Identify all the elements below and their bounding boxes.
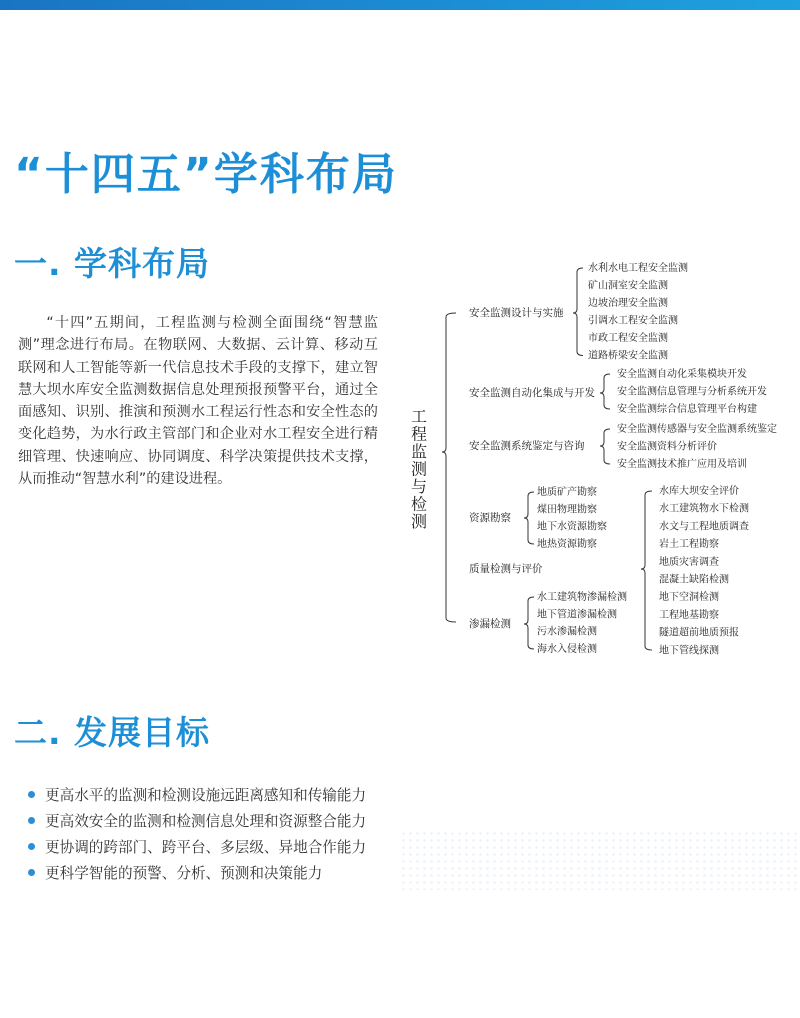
leaf-label: 水工建筑物渗漏检测 (537, 592, 627, 603)
leaf-label: 海水入侵检测 (537, 643, 597, 655)
leaf-label: 地下管线探测 (659, 645, 719, 657)
decorative-dot-pattern (400, 830, 800, 890)
branch-label: 安全监测系统鉴定与咨询 (469, 440, 585, 452)
branch-label: 安全监测设计与实施 (469, 307, 564, 319)
leaf-label: 市政工程安全监测 (588, 333, 668, 344)
goals-list (28, 781, 366, 885)
branch-brace (600, 374, 610, 409)
section-heading-goals: 二. 发展目标 (14, 713, 211, 752)
top-accent-bar (0, 0, 800, 10)
branch-label: 资源勘察 (469, 512, 511, 524)
leaf-label: 安全监测资料分析评价 (617, 441, 717, 453)
leaf-label: 水库大坝安全评价 (659, 486, 739, 497)
goal-text: 更高效安全的监测和检测信息处理和资源整合能力 (45, 812, 367, 830)
goal-item (28, 833, 366, 859)
leaf-label: 煤田物理勘察 (537, 504, 597, 516)
branch-brace (573, 268, 583, 356)
leaf-label: 安全监测技术推广应用及培训 (617, 459, 747, 470)
mind-map-root-label: 工程监测与检测 (410, 407, 428, 531)
leaf-label: 安全监测传感器与安全监测系统鉴定 (617, 424, 777, 435)
leaf-label: 地下空洞检测 (659, 592, 719, 604)
leaf-label: 工程地基勘察 (659, 609, 719, 621)
bullet-icon (28, 843, 35, 850)
leaf-label: 地质矿产勘察 (537, 487, 597, 498)
goal-text: 更科学智能的预警、分析、预测和决策能力 (45, 864, 323, 882)
leaf-label: 矿山洞室安全监测 (588, 280, 668, 292)
leaf-label: 混凝土缺陷检测 (659, 574, 729, 586)
leaf-label: 道路桥梁安全监测 (588, 350, 668, 362)
branch-brace (524, 597, 534, 649)
leaf-label: 污水渗漏检测 (537, 626, 597, 638)
leaf-label: 边坡治理安全监测 (588, 298, 668, 309)
leaf-label: 岩土工程勘察 (659, 539, 719, 551)
leaf-label: 水利水电工程安全监测 (588, 263, 688, 274)
page-title: “十四五”学科布局 (14, 149, 398, 200)
goal-item (28, 781, 366, 807)
branch-label: 安全监测自动化集成与开发 (469, 387, 595, 399)
goal-text: 更高水平的监测和检测设施远距离感知和传输能力 (45, 786, 367, 804)
leaf-label: 地下水资源勘察 (537, 521, 607, 533)
leaf-label: 隧道超前地质预报 (659, 627, 739, 639)
section-heading-layout: 一. 学科布局 (14, 244, 211, 283)
intro-paragraph: “十四”五期间，工程监测与检测全面围绕“智慧监测”理念进行布局。在物联网、大数据、云计算、移动互联网和人工智能等新一代信息技术手段的支撑下，建立智慧大坝水库安全监测数据信息处理预报预警平台，通过全面感知、识别、推演和预测水工程运行性态和安全性态的变化趋势，为水行政主管部门和企业对水工程安全进行精细管理、快速响应、协同调度、科学决策提供技术支撑，从而推动“智慧水利”的建设进程。 (18, 315, 378, 488)
branch-brace (524, 492, 534, 544)
branch-brace (641, 491, 652, 650)
leaf-label: 水工建筑物水下检测 (659, 503, 749, 515)
leaf-label: 地质灾害调查 (659, 556, 719, 568)
leaf-label: 安全监测综合信息管理平台构建 (617, 404, 757, 415)
bullet-icon (28, 817, 35, 824)
goal-item (28, 807, 366, 833)
goal-item (28, 859, 366, 885)
branch-label: 渗漏检测 (469, 618, 511, 630)
bullet-icon (28, 791, 35, 798)
leaf-label: 地热资源勘察 (537, 538, 597, 550)
branch-brace (600, 429, 610, 464)
leaf-label: 安全监测信息管理与分析系统开发 (617, 386, 767, 398)
branch-label: 质量检测与评价 (469, 563, 543, 575)
bullet-icon (28, 869, 35, 876)
goal-text: 更协调的跨部门、跨平台、多层级、异地合作能力 (45, 838, 367, 856)
root-brace (442, 313, 456, 622)
leaf-label: 水文与工程地质调查 (659, 521, 749, 533)
leaf-label: 地下管道渗漏检测 (537, 609, 617, 621)
leaf-label: 引调水工程安全监测 (588, 315, 678, 327)
leaf-label: 安全监测自动化采集模块开发 (617, 369, 747, 380)
